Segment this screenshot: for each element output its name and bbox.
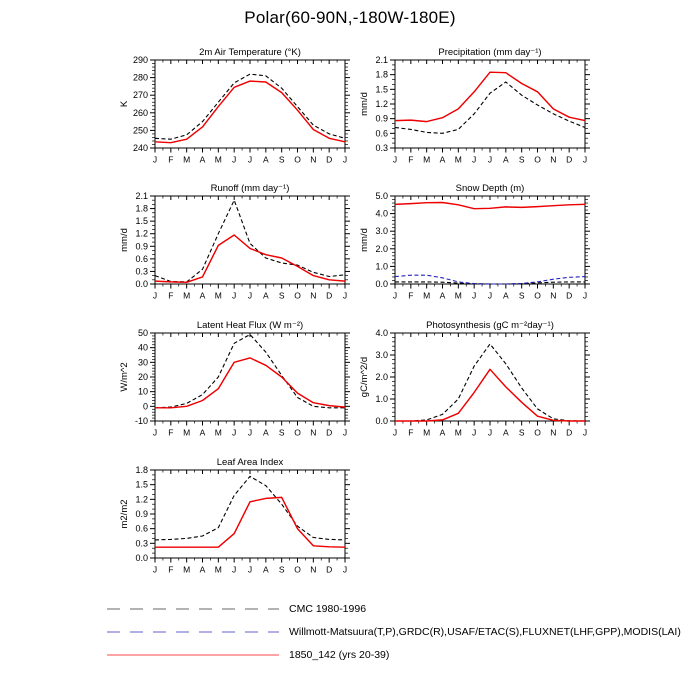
x-tick-label: S [518, 290, 525, 301]
x-tick-label: J [247, 290, 253, 301]
y-tick-label: 0 [142, 401, 148, 412]
x-tick-label: N [310, 290, 317, 301]
x-tick-label: O [294, 564, 301, 575]
y-tick-label: 0.0 [135, 553, 148, 563]
x-tick-label: F [168, 154, 174, 165]
y-tick-label: 0.6 [375, 128, 388, 139]
chart-svg-leaf-area-index [113, 454, 363, 582]
y-axis-label: mm/d [359, 228, 370, 252]
y-tick-label: 1.2 [375, 99, 388, 109]
series-obs-dashed [155, 335, 345, 408]
legend-label-model-run: 1850_142 (yrs 20-39) [289, 648, 390, 661]
y-tick-label: 270 [132, 90, 148, 101]
chart-precipitation [353, 44, 603, 172]
y-tick-label: 20 [137, 372, 148, 382]
x-tick-label: D [566, 427, 573, 438]
y-tick-label: 2.1 [375, 55, 388, 65]
y-tick-label: 0.0 [375, 416, 388, 426]
x-tick-label: F [408, 427, 414, 438]
x-tick-label: J [247, 427, 253, 438]
y-tick-label: 0.0 [135, 279, 148, 289]
series-obs-dashed [155, 74, 345, 139]
x-tick-label: S [278, 427, 285, 438]
x-tick-label: F [168, 564, 174, 575]
x-tick-label: J [392, 290, 398, 301]
legend-item-model-run [105, 643, 681, 666]
x-tick-label: A [502, 154, 509, 165]
x-tick-label: J [152, 564, 158, 575]
x-tick-label: J [487, 154, 493, 165]
chart-svg-photosynthesis [353, 317, 603, 445]
axes [375, 55, 590, 165]
x-tick-label: D [326, 154, 333, 165]
y-tick-label: 2.0 [375, 372, 388, 382]
x-tick-label: M [423, 290, 431, 301]
x-tick-label: J [247, 564, 253, 575]
x-tick-label: J [342, 290, 348, 301]
y-tick-label: 1.5 [135, 479, 148, 490]
y-tick-label: 10 [137, 386, 148, 397]
legend-line-model-run-icon [105, 651, 281, 659]
y-tick-label: 0.9 [135, 509, 148, 519]
chart-title: Leaf Area Index [216, 457, 284, 468]
x-tick-label: J [342, 427, 348, 438]
y-tick-label: 50 [137, 328, 148, 338]
x-tick-label: A [262, 564, 269, 575]
x-tick-label: S [278, 290, 285, 301]
x-tick-label: N [310, 154, 317, 165]
chart-leaf-area-index [113, 454, 363, 582]
series-model-red [155, 358, 345, 408]
x-tick-label: J [247, 154, 253, 165]
y-axis-label: K [119, 100, 130, 108]
y-tick-label: 0.3 [135, 266, 148, 277]
x-tick-label: A [199, 427, 206, 438]
x-tick-label: D [326, 427, 333, 438]
series-model-red [395, 72, 585, 121]
y-tick-label: 260 [132, 107, 148, 118]
x-tick-label: M [454, 154, 462, 165]
x-tick-label: J [152, 427, 158, 438]
x-tick-label: J [232, 564, 237, 575]
series-obs-dashed [395, 82, 585, 133]
y-tick-label: 1.8 [135, 203, 148, 214]
chart-svg-air-temperature [113, 44, 363, 172]
x-tick-label: N [310, 427, 317, 438]
x-tick-label: J [232, 290, 237, 301]
x-tick-label: A [439, 427, 446, 438]
x-tick-label: S [278, 154, 285, 165]
x-tick-label: A [262, 290, 269, 301]
y-tick-label: 1.5 [135, 216, 148, 227]
x-tick-label: J [342, 564, 348, 575]
y-tick-label: 30 [137, 357, 148, 368]
x-tick-label: A [262, 154, 269, 165]
x-tick-label: M [214, 154, 222, 165]
x-tick-label: S [518, 154, 525, 165]
x-tick-label: J [472, 290, 477, 301]
x-tick-label: A [199, 154, 206, 165]
series-model-red [155, 497, 345, 547]
x-tick-label: A [199, 564, 206, 575]
legend-line-obs-multisource-icon [105, 628, 281, 636]
y-tick-label: 4.0 [375, 208, 388, 219]
x-tick-label: A [199, 290, 206, 301]
x-tick-label: O [294, 290, 301, 301]
x-tick-label: M [454, 427, 462, 438]
y-tick-label: 3.0 [375, 226, 388, 237]
x-tick-label: M [183, 564, 191, 575]
axes [135, 191, 350, 301]
y-tick-label: 0.0 [375, 279, 388, 289]
y-tick-label: 240 [132, 143, 148, 153]
y-tick-label: 280 [132, 72, 148, 83]
legend-label-cmc: CMC 1980-1996 [289, 602, 367, 615]
axes [135, 328, 350, 438]
y-tick-label: 1.5 [375, 84, 388, 95]
y-tick-label: 1.0 [375, 261, 388, 272]
legend-item-cmc [105, 597, 681, 620]
y-axis-label: mm/d [119, 228, 130, 252]
x-tick-label: S [518, 427, 525, 438]
x-tick-label: A [502, 427, 509, 438]
y-tick-label: 250 [132, 125, 148, 136]
y-tick-label: 1.2 [135, 228, 148, 239]
x-tick-label: D [326, 290, 333, 301]
x-tick-label: J [392, 154, 398, 165]
x-tick-label: A [439, 154, 446, 165]
series-obs-dashed [155, 476, 345, 540]
y-axis-label: mm/d [359, 92, 370, 116]
x-tick-label: S [278, 564, 285, 575]
chart-svg-latent-heat-flux [113, 317, 363, 445]
x-tick-label: J [472, 154, 477, 165]
x-tick-label: A [262, 427, 269, 438]
x-tick-label: J [487, 427, 493, 438]
y-tick-label: 0.9 [375, 113, 388, 124]
x-tick-label: M [423, 427, 431, 438]
y-tick-label: 3.0 [375, 350, 388, 360]
chart-title: Runoff (mm day⁻¹) [210, 183, 290, 194]
x-tick-label: J [232, 427, 237, 438]
series-obs-dashed [395, 344, 585, 421]
y-tick-label: 40 [137, 342, 148, 353]
x-tick-label: N [550, 154, 557, 165]
x-tick-label: J [582, 427, 588, 438]
legend-line-cmc-icon [105, 605, 281, 613]
x-tick-label: M [183, 427, 191, 438]
y-tick-label: 4.0 [375, 328, 388, 338]
x-tick-label: O [534, 154, 541, 165]
series-model-red [395, 369, 585, 421]
x-tick-label: F [168, 427, 174, 438]
series-obs-dashed [155, 200, 345, 282]
legend-label-obs-multisource: Willmott-Matsuura(T,P),GRDC(R),USAF/ETAC(S),FLUXNET(LHF,GPP),MODIS(LAI) [289, 625, 681, 638]
x-tick-label: N [550, 427, 557, 438]
x-tick-label: D [566, 290, 573, 301]
x-tick-label: A [502, 290, 509, 301]
page-title: Polar(60-90N,-180W-180E) [244, 8, 456, 27]
y-tick-label: 0.6 [135, 523, 148, 534]
chart-title: Precipitation (mm day⁻¹) [438, 47, 542, 58]
x-tick-label: J [472, 427, 477, 438]
axes [135, 465, 350, 575]
chart-svg-runoff [113, 180, 363, 308]
y-tick-label: 0.3 [375, 143, 388, 153]
x-tick-label: N [310, 564, 317, 575]
axes [133, 55, 350, 165]
x-tick-label: O [534, 427, 541, 438]
chart-title: 2m Air Temperature (°K) [199, 47, 301, 58]
x-tick-label: A [439, 290, 446, 301]
x-tick-label: D [566, 154, 573, 165]
y-tick-label: 1.8 [135, 465, 148, 475]
x-tick-label: F [168, 290, 174, 301]
x-tick-label: M [214, 290, 222, 301]
y-axis-label: m2/m2 [119, 499, 130, 529]
x-tick-label: M [214, 427, 222, 438]
chart-latent-heat-flux [113, 317, 363, 445]
y-axis-label: gC/m^2/d [359, 356, 370, 398]
legend-item-obs-multisource [105, 620, 681, 643]
x-tick-label: J [342, 154, 348, 165]
y-tick-label: 0.3 [135, 538, 148, 549]
y-axis-label: W/m^2 [119, 362, 130, 392]
series-model-red [395, 203, 585, 209]
series-obs-dashed-blue [395, 275, 585, 284]
y-tick-label: 2.0 [375, 243, 388, 254]
chart-runoff [113, 180, 363, 308]
x-tick-label: J [582, 154, 588, 165]
y-tick-label: 1.0 [375, 394, 388, 404]
x-tick-label: F [408, 290, 414, 301]
y-tick-label: 1.8 [375, 69, 388, 80]
chart-title: Snow Depth (m) [455, 183, 525, 194]
x-tick-label: J [392, 427, 398, 438]
chart-snow-depth [353, 180, 603, 308]
y-tick-label: 2.1 [135, 191, 148, 201]
chart-title: Latent Heat Flux (W m⁻²) [196, 320, 304, 331]
chart-svg-precipitation [353, 44, 603, 172]
y-tick-label: 1.2 [135, 494, 148, 505]
chart-svg-snow-depth [353, 180, 603, 308]
x-tick-label: J [232, 154, 237, 165]
x-tick-label: M [214, 564, 222, 575]
y-tick-label: -10 [134, 416, 148, 426]
series-model-red [155, 235, 345, 282]
series-model-red [155, 81, 345, 143]
x-tick-label: O [534, 290, 541, 301]
x-tick-label: D [326, 564, 333, 575]
x-tick-label: M [423, 154, 431, 165]
chart-2m-air-temperature [113, 44, 363, 172]
x-tick-label: M [183, 290, 191, 301]
y-tick-label: 0.9 [135, 241, 148, 252]
y-tick-label: 5.0 [375, 191, 388, 201]
x-tick-label: J [152, 154, 158, 165]
x-tick-label: O [294, 427, 301, 438]
x-tick-label: J [582, 290, 588, 301]
chart-title: Photosynthesis (gC m⁻²day⁻¹) [426, 320, 554, 331]
x-tick-label: J [152, 290, 158, 301]
y-tick-label: 290 [132, 55, 148, 65]
x-tick-label: O [294, 154, 301, 165]
x-tick-label: N [550, 290, 557, 301]
x-tick-label: M [454, 290, 462, 301]
x-tick-label: J [487, 290, 493, 301]
x-tick-label: F [408, 154, 414, 165]
x-tick-label: M [183, 154, 191, 165]
legend [105, 597, 681, 666]
chart-photosynthesis [353, 317, 603, 445]
y-tick-label: 0.6 [135, 253, 148, 264]
